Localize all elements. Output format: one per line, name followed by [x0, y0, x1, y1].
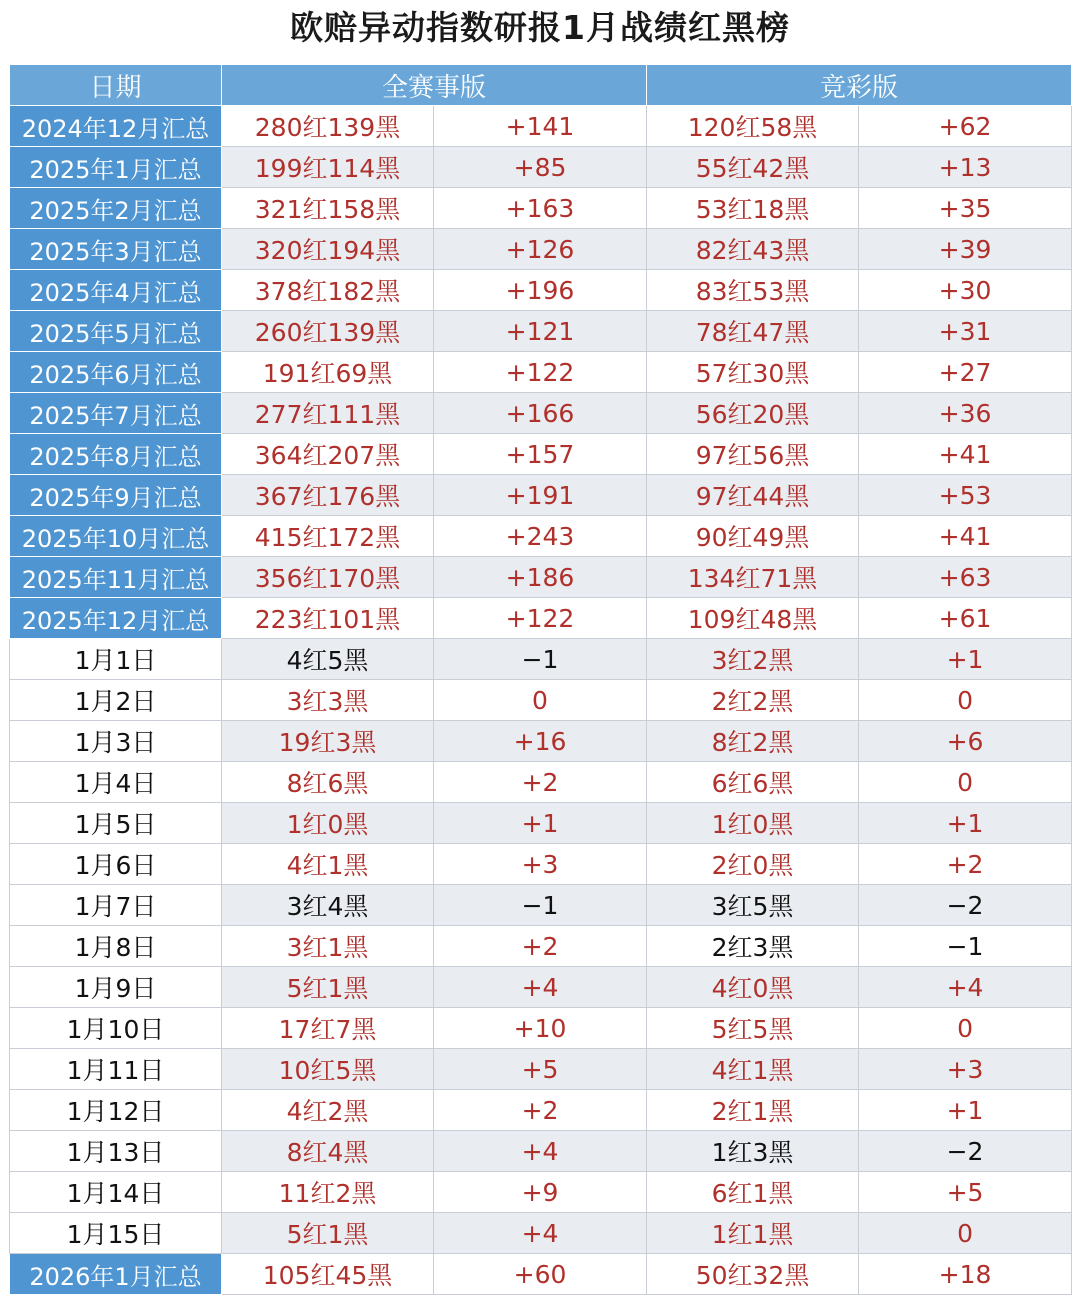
date-cell: 2025年2月汇总 — [10, 188, 222, 229]
jc-score-cell: +18 — [859, 1254, 1072, 1295]
table-row — [10, 188, 1072, 229]
jc-record-cell: 57红30黑 — [647, 352, 859, 393]
all-record-cell: 277红111黑 — [222, 393, 434, 434]
all-score-cell: +1 — [434, 803, 647, 844]
table-row — [10, 926, 1072, 967]
table-row — [10, 803, 1072, 844]
date-cell: 1月14日 — [10, 1172, 222, 1213]
table-row — [10, 1049, 1072, 1090]
jc-score-cell: 0 — [859, 680, 1072, 721]
all-score-cell: +2 — [434, 762, 647, 803]
jc-score-cell: +62 — [859, 106, 1072, 147]
header-jingcai: 竞彩版 — [647, 65, 1072, 106]
jc-score-cell: 0 — [859, 1213, 1072, 1254]
date-cell: 1月15日 — [10, 1213, 222, 1254]
table-row — [10, 967, 1072, 1008]
date-cell: 2025年7月汇总 — [10, 393, 222, 434]
jc-score-cell: +5 — [859, 1172, 1072, 1213]
table-row — [10, 1090, 1072, 1131]
table-row — [10, 721, 1072, 762]
jc-record-cell: 90红49黑 — [647, 516, 859, 557]
jc-score-cell: +63 — [859, 557, 1072, 598]
date-cell: 1月10日 — [10, 1008, 222, 1049]
jc-score-cell: +3 — [859, 1049, 1072, 1090]
all-record-cell: 10红5黑 — [222, 1049, 434, 1090]
date-cell: 2025年9月汇总 — [10, 475, 222, 516]
all-score-cell: +166 — [434, 393, 647, 434]
jc-score-cell: +1 — [859, 1090, 1072, 1131]
all-record-cell: 364红207黑 — [222, 434, 434, 475]
all-score-cell: +186 — [434, 557, 647, 598]
table-row — [10, 762, 1072, 803]
page-title: 欧赔异动指数研报1月战绩红黑榜 — [290, 8, 790, 47]
jc-record-cell: 82红43黑 — [647, 229, 859, 270]
all-score-cell: +141 — [434, 106, 647, 147]
jc-record-cell: 109红48黑 — [647, 598, 859, 639]
date-cell: 2025年1月汇总 — [10, 147, 222, 188]
all-score-cell: +60 — [434, 1254, 647, 1295]
all-score-cell: +5 — [434, 1049, 647, 1090]
jc-record-cell: 6红6黑 — [647, 762, 859, 803]
table-row — [10, 106, 1072, 147]
date-cell: 1月4日 — [10, 762, 222, 803]
jc-record-cell: 53红18黑 — [647, 188, 859, 229]
table-row — [10, 147, 1072, 188]
all-score-cell: +2 — [434, 1090, 647, 1131]
date-cell: 2025年8月汇总 — [10, 434, 222, 475]
date-cell: 1月11日 — [10, 1049, 222, 1090]
jc-record-cell: 3红2黑 — [647, 639, 859, 680]
jc-score-cell: +35 — [859, 188, 1072, 229]
date-cell: 2025年10月汇总 — [10, 516, 222, 557]
jc-score-cell: +41 — [859, 516, 1072, 557]
jc-record-cell: 83红53黑 — [647, 270, 859, 311]
table-row — [10, 639, 1072, 680]
table-body — [10, 106, 1072, 1295]
table-row — [10, 1008, 1072, 1049]
record-table — [9, 64, 1072, 1295]
jc-record-cell: 120红58黑 — [647, 106, 859, 147]
jc-score-cell: +6 — [859, 721, 1072, 762]
all-record-cell: 223红101黑 — [222, 598, 434, 639]
jc-record-cell: 55红42黑 — [647, 147, 859, 188]
table-row — [10, 434, 1072, 475]
table-row — [10, 1131, 1072, 1172]
all-record-cell: 191红69黑 — [222, 352, 434, 393]
jc-score-cell: 0 — [859, 762, 1072, 803]
all-record-cell: 1红0黑 — [222, 803, 434, 844]
jc-score-cell: +1 — [859, 639, 1072, 680]
all-score-cell: 0 — [434, 680, 647, 721]
jc-record-cell: 78红47黑 — [647, 311, 859, 352]
all-record-cell: 17红7黑 — [222, 1008, 434, 1049]
all-score-cell: −1 — [434, 639, 647, 680]
table-row — [10, 1213, 1072, 1254]
all-record-cell: 19红3黑 — [222, 721, 434, 762]
table-row — [10, 516, 1072, 557]
jc-record-cell: 5红5黑 — [647, 1008, 859, 1049]
jc-record-cell: 8红2黑 — [647, 721, 859, 762]
table-row — [10, 229, 1072, 270]
jc-record-cell: 97红44黑 — [647, 475, 859, 516]
date-cell: 1月6日 — [10, 844, 222, 885]
jc-record-cell: 4红0黑 — [647, 967, 859, 1008]
jc-score-cell: 0 — [859, 1008, 1072, 1049]
table-row — [10, 598, 1072, 639]
date-cell: 1月1日 — [10, 639, 222, 680]
jc-score-cell: +27 — [859, 352, 1072, 393]
table-row — [10, 844, 1072, 885]
jc-score-cell: +2 — [859, 844, 1072, 885]
all-record-cell: 3红1黑 — [222, 926, 434, 967]
jc-score-cell: +36 — [859, 393, 1072, 434]
date-cell: 1月12日 — [10, 1090, 222, 1131]
jc-score-cell: +1 — [859, 803, 1072, 844]
jc-score-cell: +41 — [859, 434, 1072, 475]
all-record-cell: 378红182黑 — [222, 270, 434, 311]
all-record-cell: 280红139黑 — [222, 106, 434, 147]
table-row — [10, 475, 1072, 516]
jc-record-cell: 1红1黑 — [647, 1213, 859, 1254]
table-row — [10, 557, 1072, 598]
jc-record-cell: 2红1黑 — [647, 1090, 859, 1131]
all-record-cell: 105红45黑 — [222, 1254, 434, 1295]
date-cell: 2026年1月汇总 — [10, 1254, 222, 1295]
jc-score-cell: +13 — [859, 147, 1072, 188]
all-record-cell: 356红170黑 — [222, 557, 434, 598]
all-record-cell: 5红1黑 — [222, 1213, 434, 1254]
jc-record-cell: 6红1黑 — [647, 1172, 859, 1213]
all-score-cell: +4 — [434, 1213, 647, 1254]
all-score-cell: −1 — [434, 885, 647, 926]
all-record-cell: 320红194黑 — [222, 229, 434, 270]
jc-record-cell: 2红3黑 — [647, 926, 859, 967]
all-record-cell: 199红114黑 — [222, 147, 434, 188]
all-record-cell: 4红1黑 — [222, 844, 434, 885]
jc-score-cell: −1 — [859, 926, 1072, 967]
all-score-cell: +4 — [434, 1131, 647, 1172]
all-score-cell: +191 — [434, 475, 647, 516]
jc-score-cell: +39 — [859, 229, 1072, 270]
jc-record-cell: 2红2黑 — [647, 680, 859, 721]
date-cell: 2025年11月汇总 — [10, 557, 222, 598]
table-row — [10, 1254, 1072, 1295]
date-cell: 2024年12月汇总 — [10, 106, 222, 147]
jc-score-cell: +4 — [859, 967, 1072, 1008]
jc-record-cell: 134红71黑 — [647, 557, 859, 598]
all-record-cell: 321红158黑 — [222, 188, 434, 229]
jc-record-cell: 1红3黑 — [647, 1131, 859, 1172]
all-score-cell: +85 — [434, 147, 647, 188]
jc-record-cell: 56红20黑 — [647, 393, 859, 434]
date-cell: 2025年5月汇总 — [10, 311, 222, 352]
date-cell: 2025年6月汇总 — [10, 352, 222, 393]
all-score-cell: +121 — [434, 311, 647, 352]
all-score-cell: +2 — [434, 926, 647, 967]
all-score-cell: +3 — [434, 844, 647, 885]
all-record-cell: 8红4黑 — [222, 1131, 434, 1172]
table-row — [10, 311, 1072, 352]
table-row — [10, 393, 1072, 434]
date-cell: 1月7日 — [10, 885, 222, 926]
jc-score-cell: +53 — [859, 475, 1072, 516]
date-cell: 1月5日 — [10, 803, 222, 844]
jc-record-cell: 50红32黑 — [647, 1254, 859, 1295]
all-score-cell: +243 — [434, 516, 647, 557]
all-score-cell: +122 — [434, 352, 647, 393]
all-record-cell: 5红1黑 — [222, 967, 434, 1008]
date-cell: 1月2日 — [10, 680, 222, 721]
date-cell: 1月3日 — [10, 721, 222, 762]
all-score-cell: +196 — [434, 270, 647, 311]
date-cell: 2025年4月汇总 — [10, 270, 222, 311]
all-record-cell: 11红2黑 — [222, 1172, 434, 1213]
jc-score-cell: −2 — [859, 885, 1072, 926]
jc-score-cell: +30 — [859, 270, 1072, 311]
date-cell: 1月13日 — [10, 1131, 222, 1172]
all-score-cell: +16 — [434, 721, 647, 762]
all-record-cell: 4红2黑 — [222, 1090, 434, 1131]
table-row — [10, 1172, 1072, 1213]
all-score-cell: +4 — [434, 967, 647, 1008]
all-score-cell: +126 — [434, 229, 647, 270]
all-record-cell: 260红139黑 — [222, 311, 434, 352]
all-record-cell: 367红176黑 — [222, 475, 434, 516]
date-cell: 2025年12月汇总 — [10, 598, 222, 639]
all-record-cell: 3红4黑 — [222, 885, 434, 926]
jc-record-cell: 1红0黑 — [647, 803, 859, 844]
date-cell: 2025年3月汇总 — [10, 229, 222, 270]
all-record-cell: 415红172黑 — [222, 516, 434, 557]
jc-score-cell: +31 — [859, 311, 1072, 352]
jc-score-cell: −2 — [859, 1131, 1072, 1172]
all-score-cell: +157 — [434, 434, 647, 475]
table-row — [10, 885, 1072, 926]
all-score-cell: +9 — [434, 1172, 647, 1213]
header-row — [10, 65, 1072, 106]
all-score-cell: +122 — [434, 598, 647, 639]
table-row — [10, 680, 1072, 721]
jc-record-cell: 3红5黑 — [647, 885, 859, 926]
jc-record-cell: 4红1黑 — [647, 1049, 859, 1090]
table-row — [10, 352, 1072, 393]
header-date: 日期 — [10, 65, 222, 106]
all-record-cell: 4红5黑 — [222, 639, 434, 680]
jc-record-cell: 97红56黑 — [647, 434, 859, 475]
all-record-cell: 8红6黑 — [222, 762, 434, 803]
date-cell: 1月8日 — [10, 926, 222, 967]
date-cell: 1月9日 — [10, 967, 222, 1008]
all-score-cell: +163 — [434, 188, 647, 229]
jc-record-cell: 2红0黑 — [647, 844, 859, 885]
jc-score-cell: +61 — [859, 598, 1072, 639]
all-record-cell: 3红3黑 — [222, 680, 434, 721]
header-all-matches: 全赛事版 — [222, 65, 647, 106]
table-row — [10, 270, 1072, 311]
all-score-cell: +10 — [434, 1008, 647, 1049]
